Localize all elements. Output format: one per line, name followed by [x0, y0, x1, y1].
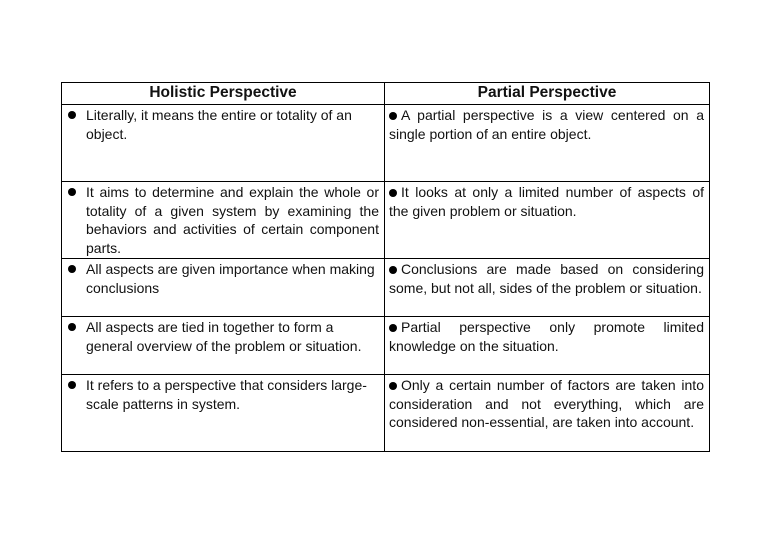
- table-header-row: [62, 83, 710, 105]
- partial-cell: [385, 105, 710, 182]
- bullet-icon: [66, 106, 86, 125]
- bullet-icon: [66, 376, 86, 395]
- holistic-cell: [62, 105, 385, 182]
- comparison-table: [61, 82, 710, 452]
- bullet-icon: [66, 318, 86, 337]
- partial-text: It looks at only a limited number of aspects of the given problem or situation.: [389, 184, 704, 219]
- bullet-icon: [389, 266, 397, 274]
- holistic-text: It refers to a perspective that considers large-scale patterns in system.: [86, 377, 367, 412]
- bullet-icon: [389, 112, 397, 120]
- bullet-icon: [389, 382, 397, 390]
- holistic-cell: [62, 259, 385, 317]
- partial-cell: [385, 375, 710, 452]
- holistic-text: It aims to determine and explain the whole or totality of a given system by examining the behaviors and activities of certain component parts.: [86, 184, 379, 256]
- header-holistic: Holistic Perspective: [62, 83, 385, 105]
- partial-cell: [385, 259, 710, 317]
- holistic-text: Literally, it means the entire or totality of an object.: [86, 107, 352, 142]
- partial-text: Partial perspective only promote limited knowledge on the situation.: [389, 319, 704, 354]
- partial-cell: [385, 317, 710, 375]
- comparison-table-wrapper: [61, 82, 709, 452]
- table-row: [62, 105, 710, 182]
- holistic-cell: [62, 317, 385, 375]
- bullet-icon: [66, 183, 86, 202]
- holistic-cell: [62, 182, 385, 259]
- partial-text: A partial perspective is a view centered on a single portion of an entire object.: [389, 107, 704, 142]
- table-row: [62, 259, 710, 317]
- holistic-text: All aspects are given importance when making conclusions: [86, 261, 375, 296]
- partial-cell: [385, 182, 710, 259]
- holistic-cell: [62, 375, 385, 452]
- partial-text: Only a certain number of factors are taken into consideration and not everything, which are considered non-essential, are taken into account.: [389, 377, 704, 430]
- header-partial: Partial Perspective: [385, 83, 710, 105]
- partial-text: Conclusions are made based on considering some, but not all, sides of the problem or situation.: [389, 261, 704, 296]
- bullet-icon: [66, 260, 86, 279]
- table-row: [62, 375, 710, 452]
- bullet-icon: [389, 189, 397, 197]
- bullet-icon: [389, 324, 397, 332]
- table-row: [62, 317, 710, 375]
- table-row: [62, 182, 710, 259]
- holistic-text: All aspects are tied in together to form a general overview of the problem or situation.: [86, 319, 362, 354]
